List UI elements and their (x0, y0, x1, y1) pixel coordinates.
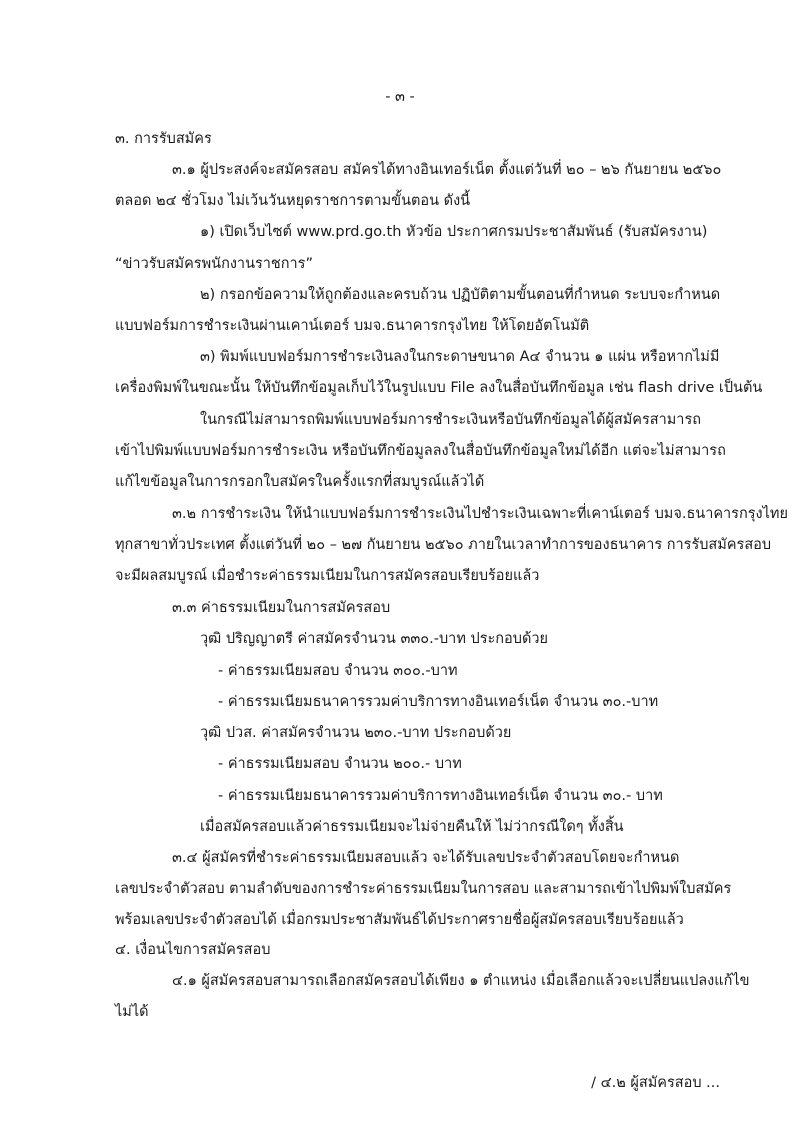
text-line: เครื่องพิมพ์ในขณะนั้น ให้บันทึกข้อมูลเก็บไว้ในรูปแบบ File ลงในสื่อบันทึกข้อมูล เช่น flash drive เป็นต้น (115, 380, 763, 396)
text-line: ๓) พิมพ์แบบฟอร์มการชำระเงินลงในกระดาษขนาด A๔ จำนวน ๑ แผ่น หรือหากไม่มี (200, 349, 720, 365)
text-line: วุฒิ ปริญญาตรี ค่าสมัครจำนวน ๓๓๐.-บาท ประกอบด้วย (200, 631, 549, 647)
text-line: เข้าไปพิมพ์แบบฟอร์มการชำระเงิน หรือบันทึกข้อมูลลงในสื่อบันทึกข้อมูลใหม่ได้อีก แต่จะไม่สามารถ (115, 443, 726, 459)
text-line: ๓.๔ ผู้สมัครที่ชำระค่าธรรมเนียมสอบแล้ว จะได้รับเลขประจำตัวสอบโดยจะกำหนด (172, 850, 680, 866)
text-line: จะมีผลสมบูรณ์ เมื่อชำระค่าธรรมเนียมในการสมัครสอบเรียบร้อยแล้ว (115, 568, 540, 584)
text-line: วุฒิ ปวส. ค่าสมัครจำนวน ๒๓๐.-บาท ประกอบด้วย (200, 725, 512, 741)
text-line: ๑) เปิดเว็บไซต์ www.prd.go.th หัวข้อ ประกาศกรมประชาสัมพันธ์ (รับสมัครงาน) (200, 224, 708, 240)
text-line: เลขประจำตัวสอบ ตามลำดับของการชำระค่าธรรมเนียมในการสอบ และสามารถเข้าไปพิมพ์ใบสมัคร (115, 881, 732, 897)
text-line: ๓. การรับสมัคร (115, 131, 212, 147)
text-line: “ข่าวรับสมัครพนักงานราชการ” (115, 256, 313, 272)
text-line: ๔. เงื่อนไขการสมัครสอบ (115, 942, 271, 958)
text-line: - ค่าธรรมเนียมธนาคารรวมค่าบริการทางอินเทอร์เน็ต จำนวน ๓๐.-บาท (218, 694, 659, 710)
text-line: ไม่ได้ (115, 1004, 149, 1020)
text-line: เมื่อสมัครสอบแล้วค่าธรรมเนียมจะไม่จ่ายคืนให้ ไม่ว่ากรณีใดๆ ทั้งสิ้น (200, 819, 624, 835)
text-line: ในกรณีไม่สามารถพิมพ์แบบฟอร์มการชำระเงินหรือบันทึกข้อมูลได้ผู้สมัครสามารถ (200, 412, 702, 428)
text-line: ๓.๑ ผู้ประสงค์จะสมัครสอบ สมัครได้ทางอินเทอร์เน็ต ตั้งแต่วันที่ ๒๐ – ๒๖ กันยายน ๒๕๖๐ (172, 162, 722, 178)
text-line: ๔.๑ ผู้สมัครสอบสามารถเลือกสมัครสอบได้เพียง ๑ ตำแหน่ง เมื่อเลือกแล้วจะเปลี่ยนแปลงแก้ไข (172, 973, 750, 989)
text-line: แก้ไขข้อมูลในการกรอกใบสมัครในครั้งแรกที่สมบูรณ์แล้วได้ (115, 474, 485, 490)
text-line: ๓.๓ ค่าธรรมเนียมในการสมัครสอบ (172, 600, 391, 616)
text-line: - ค่าธรรมเนียมธนาคารรวมค่าบริการทางอินเทอร์เน็ต จำนวน ๓๐.- บาท (218, 788, 663, 804)
text-line: ตลอด ๒๔ ชั่วโมง ไม่เว้นวันหยุดราชการตามขั้นตอน ดังนี้ (115, 193, 471, 209)
text-line: ๒) กรอกข้อความให้ถูกต้องและครบถ้วน ปฏิบัติตามขั้นตอนที่กำหนด ระบบจะกำหนด (200, 287, 721, 303)
text-line: ๓.๒ การชำระเงิน ให้นำแบบฟอร์มการชำระเงินไปชำระเงินเฉพาะที่เคาน์เตอร์ บมจ.ธนาคารกรุงไทย (172, 506, 788, 522)
text-line: - ค่าธรรมเนียมสอบ จำนวน ๒๐๐.- บาท (218, 756, 462, 772)
text-line: ทุกสาขาทั่วประเทศ ตั้งแต่วันที่ ๒๐ – ๒๗ กันยายน ๒๕๖๐ ภายในเวลาทำการของธนาคาร การรับสมัครสอบ (115, 537, 772, 553)
text-line: แบบฟอร์มการชำระเงินผ่านเคาน์เตอร์ บมจ.ธนาคารกรุงไทย ให้โดยอัตโนมัติ (115, 318, 590, 334)
page-number: - ๓ - (385, 89, 415, 105)
continuation-footer: / ๔.๒ ผู้สมัครสอบ ... (591, 1075, 720, 1091)
text-line: พร้อมเลขประจำตัวสอบได้ เมื่อกรมประชาสัมพันธ์ได้ประกาศรายชื่อผู้สมัครสอบเรียบร้อยแล้ว (115, 912, 684, 928)
text-line: - ค่าธรรมเนียมสอบ จำนวน ๓๐๐.-บาท (218, 663, 458, 679)
